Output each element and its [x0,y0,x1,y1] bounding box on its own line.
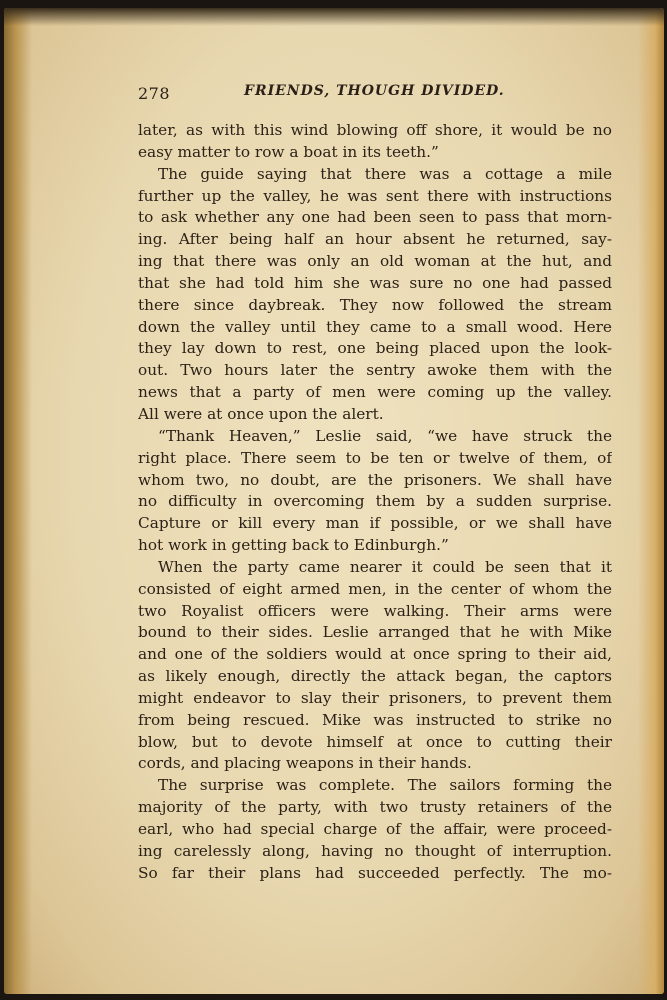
text-line: to ask whether any one had been seen to pass that morn- [138,208,612,227]
text-line: Capture or kill every man if possible, or we shall have [138,514,612,533]
text-line: further up the valley, he was sent there with instructions [138,186,612,205]
text-line: “Thank Heaven,” Leslie said, “we have struck the [158,426,612,445]
text-line: consisted of eight armed men, in the center of whom the [138,579,612,598]
page-top-shadow [4,8,664,26]
text-line: they lay down to rest, one being placed upon the look- [138,339,612,358]
text-line: there since daybreak. They now followed the stream [138,295,612,314]
text-line: down the valley until they came to a small wood. Here [138,317,612,336]
text-line: from being rescued. Mike was instructed to strike no [138,710,612,729]
text-line: earl, who had special charge of the affair, were proceed- [138,820,612,838]
text-line: ing carelessly along, having no thought of interruption. [138,841,612,860]
text-line: ing that there was only an old woman at the hut, and [138,252,612,271]
page-number: 278 [138,84,171,103]
text-line: bound to their sides. Leslie arranged that he with Mike [138,623,612,642]
text-line: later, as with this wind blowing off shore, it would be no [138,121,612,139]
text-line: The guide saying that there was a cottage a mile [158,164,612,183]
text-line: easy matter to row a boat in its teeth.” [138,142,439,161]
text-line: whom two, no doubt, are the prisoners. We shall have [138,470,612,489]
text-line: right place. There seem to be ten or twelve of them, of [138,448,612,467]
text-line: When the party came nearer it could be seen that it [158,557,612,576]
text-line: that she had told him she was sure no one had passed [138,273,612,292]
page-gutter-shadow [4,8,32,994]
text-line: majority of the party, with two trusty retainers of the [138,798,612,817]
text-line: and one of the soldiers would at once spring to their aid, [138,645,612,664]
text-line: All were at once upon the alert. [138,404,384,423]
page-edge-stain [638,8,664,994]
text-line: So far their plans had succeeded perfectly. The mo- [138,863,612,882]
page-header [136,78,610,104]
text-line: ing. After being half an hour absent he returned, say- [138,230,612,249]
text-line: out. Two hours later the sentry awoke them with the [138,361,612,380]
text-line: The surprise was complete. The sailors forming the [158,776,612,795]
body-text [138,120,612,885]
text-line: as likely enough, directly the attack began, the captors [138,667,612,686]
text-line: news that a party of men were coming up the valley. [138,383,612,402]
text-line: cords, and placing weapons in their hands. [138,754,472,773]
text-line: two Royalist officers were walking. Their arms were [138,601,612,620]
text-line: blow, but to devote himself at once to cutting their [138,732,612,751]
running-title: FRIENDS, THOUGH DIVIDED. [244,83,505,99]
text-line: hot work in getting back to Edinburgh.” [138,536,449,555]
text-line: no difficulty in overcoming them by a sudden surprise. [138,492,612,511]
text-line: might endeavor to slay their prisoners, to prevent them [138,688,612,707]
